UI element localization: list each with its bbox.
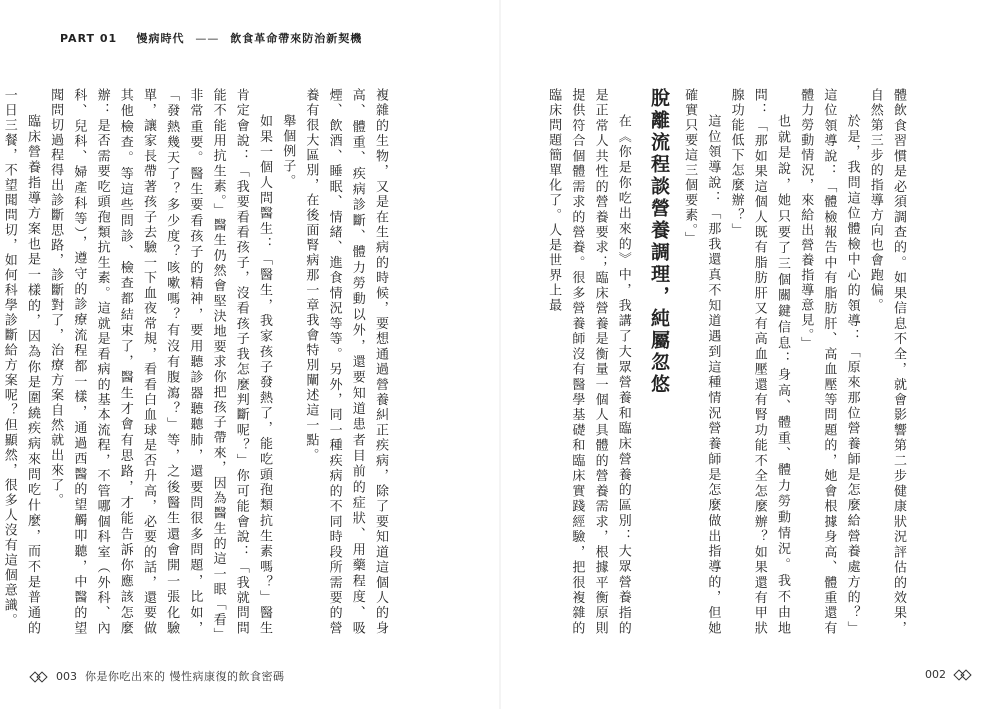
section-heading: 脫離流程談營養調理，純屬忽悠 — [647, 88, 670, 396]
left-footer — [30, 668, 285, 684]
running-header: PART 01 慢病時代 —— 飲食革命帶來防治新契機 — [60, 32, 363, 45]
right-footer — [925, 668, 972, 681]
paragraph: 臨床營養指導方案也是一樣的，因為你是圍繞疾病來問吃什麼，而不是普通的一日三餐，不望聞問切，如何科學診斷給方案呢？但顯然，很多人沒有這個意識。 — [1, 88, 40, 636]
book-title: 你是你吃出來的 慢性病康復的飲食密碼 — [85, 670, 285, 683]
right-body-text — [546, 88, 910, 636]
chapter-title: 慢病時代 — [136, 32, 185, 45]
paragraph: 如果一個人問醫生：「醫生，我家孩子發熱了，能吃頭孢類抗生素嗎？」醫生肯定會說：「我要看看孩子，沒看孩子我怎麼判斷呢？」你可能會說：「我就問問能不能用抗生素。」醫生仍然會堅決地要求你把孩子帶來，因為醫生的這一眼「看」非常重要。醫生要看孩子的精神，要用聽診器聽聽肺，還要問很多問題，比如，「發熱幾天了？多少度？咳嗽嗎？有沒有腹瀉？」等，之後醫生還會開一張化驗單，讓家長帶著孩子去驗一下血夜常規，看看白血球是否升高，必要的話，還要做其他檢查。等這些問診、檢查都結束了，醫生才會有思路，才能告訴你應該怎麼辦：是否需要吃頭孢類抗生素。這就是看病的基本流程，不管哪個科室（外科、內科、兒科、婦產科等），遵守的診療流程都一樣，通過西醫的望觸叩聽，中醫的望聞問切過程得出診斷思路，診斷對了，治療方案自然就出來了。 — [48, 88, 272, 636]
paragraph: 體飲食習慣是必須調查的。如果信息不全，就會影響第二步健康狀況評估的效果，自然第三步的指導方向也會跑偏。 — [867, 88, 906, 636]
left-body-text — [1, 88, 392, 636]
page-number: 002 — [925, 668, 946, 681]
paragraph: 這位領導說：「那我還真不知道遇到這種情況營養師是怎麼做出指導的，但她確實只要這三個要素。」 — [682, 88, 721, 636]
paragraph: 複雜的生物，又是在生病的時候，要想通過營養糾正疾病，除了要知道這個人的身高、體重、疾病診斷、體力勞動以外，還要知道患者目前的症狀、用藥程度、吸煙、飲酒、睡眠、情緒、進食情況等等。另外，同一種疾病的不同時段所需要的營養有很大區別，在後面腎病那一章我會特別闡述這一點。 — [303, 88, 388, 636]
part-label: PART 01 — [60, 32, 118, 45]
paragraph: 也就是說，她只要了三個關鍵信息：身高、體重、體力勞動情況。我不由地問：「那如果這個人既有脂肪肝又有高血壓還有腎功能不全怎麼辦？如果還有甲狀腺功能低下怎麼辦？」 — [728, 88, 790, 636]
paragraph: 於是，我問這位體檢中心的領導：「原來那位營養師是怎麼給營養處方的？」這位領導說：「體檢報告中有脂肪肝、高血壓等問題的，她會根據身高、體重還有體力勞動情況，來給出營養指導意見。」 — [798, 88, 860, 636]
diamond-ornament-icon — [954, 670, 972, 679]
diamond-ornament-icon — [30, 672, 48, 681]
chapter-subtitle: 飲食革命帶來防治新契機 — [230, 32, 363, 45]
paragraph: 舉個例子。 — [280, 114, 296, 189]
paragraph: 在《你是你吃出來的》中，我講了大眾營養和臨床營養的區別：大眾營養指的是正常人共性的營養要求；臨床營養是衡量一個人具體的營養需求，根據平衡原則提供符合個體需求的營養。很多營養師沒有醫學基礎和臨床實踐經驗，把很複雜的臨床問題簡單化了。人是世界上最 — [546, 88, 631, 636]
page-number: 003 — [56, 669, 77, 683]
